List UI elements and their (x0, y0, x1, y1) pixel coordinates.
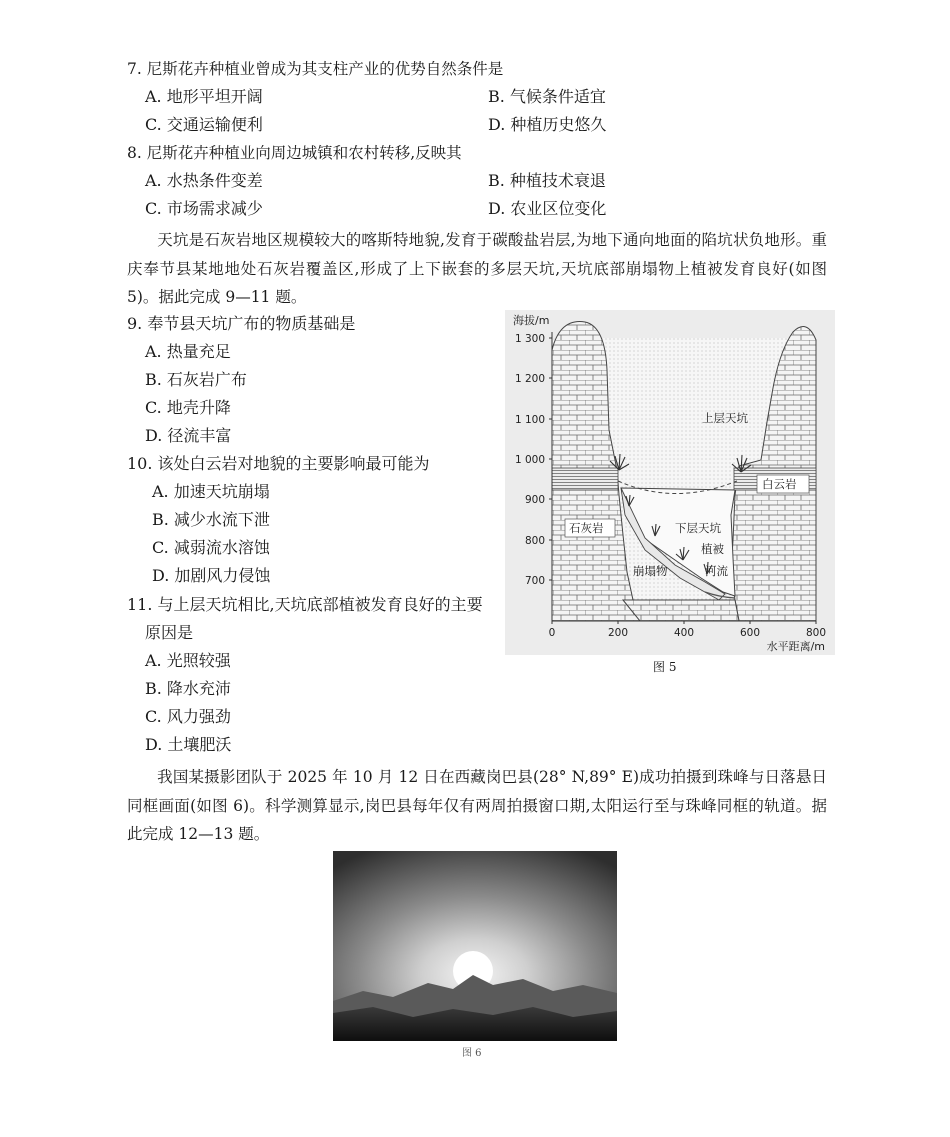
q8-stem: 8. 尼斯花卉种植业向周边城镇和农村转移,反映其 (127, 144, 462, 162)
q11-option-b: B. 降水充沛 (145, 679, 231, 698)
q7-option-c: C. 交通运输便利 (145, 115, 263, 134)
passage-karst (127, 226, 827, 312)
q9-stem: 9. 奉节县天坑广布的物质基础是 (127, 314, 356, 333)
y-tick-label-1000: 1 000 (514, 454, 545, 466)
q10-option-b: B. 减少水流下泄 (152, 510, 270, 529)
q7-option-b: B. 气候条件适宜 (488, 87, 606, 106)
q9-option-b: B. 石灰岩广布 (145, 370, 247, 389)
q10-stem: 10. 该处白云岩对地貌的主要影响最可能为 (127, 454, 430, 473)
q8-option-d: D. 农业区位变化 (488, 199, 607, 218)
q9-option-a: A. 热量充足 (145, 342, 231, 361)
y-tick-label-700: 700 (524, 575, 545, 587)
figure-6-caption: 图 6 (462, 1048, 482, 1059)
q11-stem-line1: 11. 与上层天坑相比,天坑底部植被发育良好的主要 (127, 595, 483, 614)
y-tick-label-1100: 1 100 (514, 414, 545, 426)
figure-5-diagram (505, 310, 835, 655)
passage-everest-text: 我国某摄影团队于 2025 年 10 月 12 日在西藏岗巴县(28° N,89° E)成功拍摄到珠峰与日落悬日同框画面(如图 6)。科学测算显示,岗巴县每年仅有两周拍摄窗口期,太阳运行至与珠峰同框的轨道。据此完成 12—13 题。 (127, 768, 827, 843)
q7-option-a: A. 地形平坦开阔 (145, 87, 263, 106)
label-collapse: 崩塌物 (633, 564, 668, 578)
q11-option-c: C. 风力强劲 (145, 707, 231, 726)
figure-5-caption: 图 5 (653, 660, 677, 674)
y-axis-label: 海拔/m (513, 314, 550, 327)
y-tick-label-800: 800 (524, 535, 545, 547)
x-tick-label-200: 200 (607, 627, 629, 639)
q7-option-d: D. 种植历史悠久 (488, 115, 607, 134)
lower-pit-floor (623, 600, 739, 621)
passage-karst-text: 天坑是石灰岩地区规模较大的喀斯特地貌,发育于碳酸盐岩层,为地下通向地面的陷坑状负地形。重庆奉节县某地地处石灰岩覆盖区,形成了上下嵌套的多层天坑,天坑底部崩塌物上植被发育良好(如图 5)。据此完成 9—11 题。 (127, 231, 827, 306)
q10-option-d: D. 加剧风力侵蚀 (152, 566, 271, 585)
y-tick-label-900: 900 (524, 494, 545, 506)
q9-option-d: D. 径流丰富 (145, 426, 232, 445)
x-axis-label: 水平距离/m (766, 640, 825, 653)
passage-everest (127, 763, 827, 849)
label-river: 河流 (705, 564, 728, 578)
x-tick-label-800: 800 (805, 627, 827, 639)
q8-option-a: A. 水热条件变差 (145, 171, 263, 190)
q8-option-b: B. 种植技术衰退 (488, 171, 606, 190)
q11-option-d: D. 土壤肥沃 (145, 735, 232, 754)
label-vegetation: 植被 (701, 542, 724, 556)
label-dolomite: 白云岩 (762, 477, 797, 491)
x-tick-label-600: 600 (739, 627, 761, 639)
q7-stem: 7. 尼斯花卉种植业曾成为其支柱产业的优势自然条件是 (127, 60, 504, 78)
q9-option-c: C. 地壳升降 (145, 398, 231, 417)
q8-option-c: C. 市场需求减少 (145, 199, 263, 218)
y-tick-label-1300: 1 300 (514, 333, 545, 345)
x-tick-label-0: 0 (548, 627, 556, 639)
figure-6-photo (333, 851, 617, 1041)
q11-option-a: A. 光照较强 (145, 651, 231, 670)
label-upper-pit: 上层天坑 (702, 411, 748, 425)
x-tick-label-400: 400 (673, 627, 695, 639)
label-lower-pit: 下层天坑 (675, 521, 721, 535)
label-limestone: 石灰岩 (569, 521, 604, 535)
q10-option-c: C. 减弱流水溶蚀 (152, 538, 270, 557)
q10-option-a: A. 加速天坑崩塌 (152, 482, 270, 501)
dolomite-band-left (552, 468, 618, 490)
y-tick-label-1200: 1 200 (514, 373, 545, 385)
q11-stem-line2: 原因是 (145, 623, 194, 642)
